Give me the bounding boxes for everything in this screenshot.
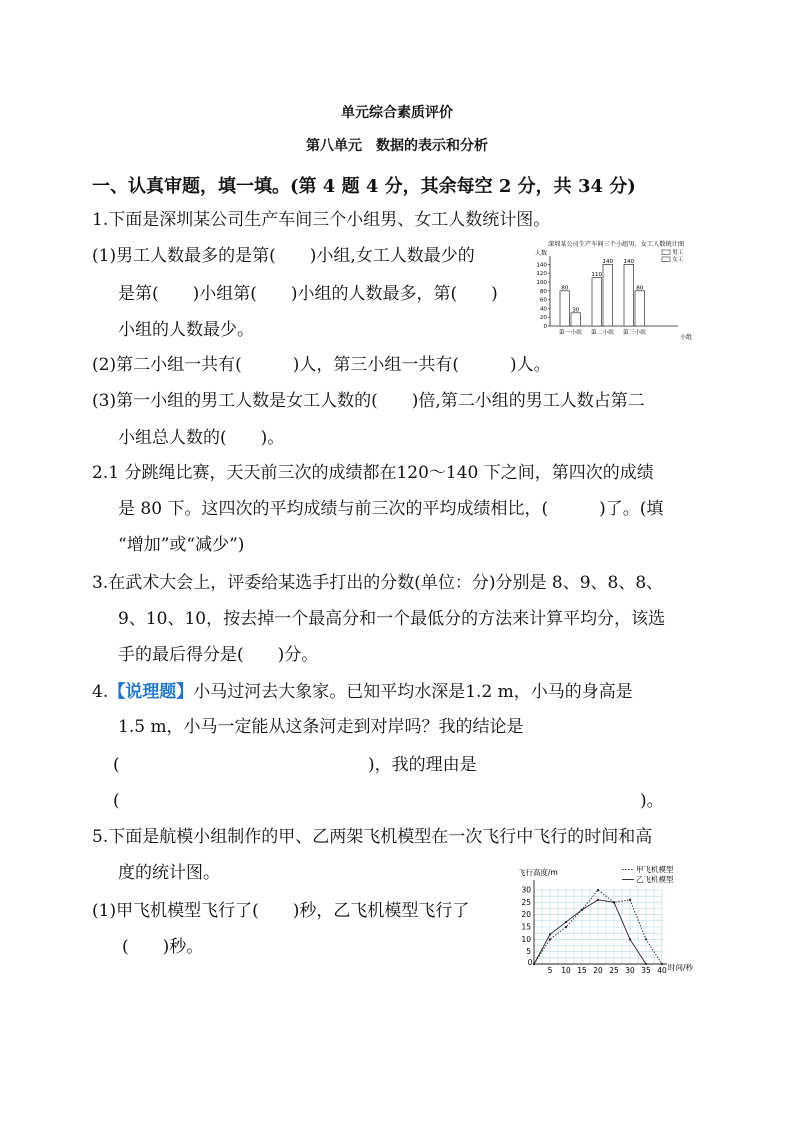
bar-chart — [526, 236, 702, 342]
series-point — [581, 909, 583, 911]
bar-male — [560, 291, 570, 326]
line-ytick-label: 15 — [521, 922, 531, 932]
series-point — [565, 921, 567, 923]
line-xtick-label: 35 — [641, 966, 651, 974]
line-legend-label: 乙飞机模型 — [636, 875, 674, 884]
q4-line1-text: 小马过河去大象家。已知平均水深是1.2 m，小马的身高是 — [193, 682, 633, 702]
q3-line2: 9、10、10，按去掉一个最高分和一个最低分的方法来计算平均分，该选 — [118, 609, 666, 629]
line-xtick-label: 5 — [547, 966, 553, 974]
series-point — [661, 963, 663, 965]
bar-chart-xlabel: 小组 — [680, 334, 693, 341]
bar-value-label: 140 — [623, 258, 635, 265]
line-legend-label: 甲飞机模型 — [636, 865, 674, 874]
q1-part2: (2)第二小组一共有( )人，第三小组一共有( )人。 — [92, 355, 551, 375]
q2-line2: 是 80 下。这四次的平均成绩与前三次的平均成绩相比，( )了。(填 — [118, 499, 664, 519]
section-heading: 一、认真审题，填一填。(第 4 题 4 分，其余每空 2 分，共 34 分) — [92, 176, 636, 197]
q1-part1-line1: (1)男工人数最多的是第( )小组,女工人数最少的 — [92, 246, 475, 266]
q3-line3: 手的最后得分是( )分。 — [118, 645, 319, 665]
bar-chart-ylabel: 人数 — [534, 250, 548, 257]
q3-line1: 3.在武术大会上，评委给某选手打出的分数(单位：分)分别是 8、9、8、8、 — [92, 573, 664, 593]
line-chart — [512, 862, 708, 974]
q4-open-paren-2: ( — [113, 791, 120, 811]
q5-line2: 度的统计图。 — [118, 863, 220, 883]
bar-male — [592, 278, 602, 326]
q2-line1: 2.1 分跳绳比赛，天天前三次的成绩都在120～140 下之间，第四次的成绩 — [92, 463, 654, 483]
q5-line1: 5.下面是航模小组制作的甲、乙两架飞机模型在一次飞行中飞行的时间和高 — [92, 827, 653, 847]
bar-ytick-label: 40 — [539, 306, 547, 313]
line-xtick-label: 25 — [609, 966, 619, 974]
series-point — [597, 899, 599, 901]
q1-part3-line1: (3)第一小组的男工人数是女工人数的( )倍,第二小组的男工人数占第二 — [92, 391, 645, 411]
bar-ytick-label: 100 — [536, 280, 547, 286]
q4-tag: 【说理题】 — [108, 682, 194, 702]
bar-ytick-label: 60 — [539, 297, 547, 304]
q1-part1-line3: 小组的人数最少。 — [118, 320, 254, 340]
bar-female — [603, 264, 613, 326]
line-xtick-label: 30 — [625, 966, 635, 974]
series-point — [597, 889, 599, 891]
series-point — [645, 963, 647, 965]
series-point — [629, 899, 631, 901]
line-ytick-label: 20 — [521, 910, 531, 920]
q5-part1-line1: (1)甲飞机模型飞行了( )秒，乙飞机模型飞行了 — [92, 901, 470, 921]
line-xtick-label: 0 — [527, 958, 533, 967]
line-xtick-label: 20 — [593, 966, 603, 974]
bar-value-label: 80 — [561, 285, 569, 292]
q4-line2: 1.5 m，小马一定能从这条河走到对岸吗？我的结论是 — [118, 717, 524, 737]
bar-legend-label: 男工 — [672, 250, 684, 256]
bar-value-label: 110 — [591, 272, 603, 279]
page-subtitle: 第八单元 数据的表示和分析 — [306, 138, 488, 154]
page-title: 单元综合素质评价 — [341, 105, 453, 121]
bar-value-label: 80 — [636, 285, 644, 292]
bar-ytick-label: 120 — [536, 271, 547, 278]
bar-legend-label: 女工 — [672, 257, 684, 263]
series-point — [549, 938, 551, 940]
q4-open-paren-1: ( — [113, 755, 120, 775]
line-ytick-label: 30 — [521, 885, 531, 895]
bar-category-label: 第三小组 — [622, 330, 647, 336]
series-point — [629, 938, 631, 940]
bar-ytick-label: 20 — [539, 315, 547, 322]
bar-value-label: 30 — [572, 307, 580, 314]
q4-reason-close: )。 — [640, 791, 664, 811]
line-xtick-label: 10 — [561, 966, 571, 974]
bar-category-label: 第二小组 — [590, 330, 615, 336]
line-ytick-label: 5 — [526, 947, 531, 957]
bar-value-label: 140 — [602, 258, 614, 265]
line-ytick-label: 25 — [521, 897, 531, 907]
bar-ytick-label: 0 — [543, 324, 547, 330]
line-ytick-label: 10 — [521, 934, 531, 944]
series-point — [645, 938, 647, 940]
q4-line1 — [92, 681, 633, 703]
q5-part1-line2: ( )秒。 — [122, 937, 204, 957]
series-point — [533, 963, 535, 965]
q1-part3-line2: 小组总人数的( )。 — [118, 428, 285, 448]
series-point — [565, 926, 567, 928]
q4-conclusion-close: )，我的理由是 — [368, 755, 477, 775]
bar-legend-swatch — [662, 250, 670, 255]
line-chart-xlabel: 时间/秒 — [668, 963, 694, 972]
line-chart-ylabel: 飞行高度/m — [518, 868, 558, 877]
bar-female — [635, 291, 645, 326]
line-xtick-label: 40 — [657, 966, 667, 974]
bar-ytick-label: 140 — [536, 262, 547, 269]
series-point — [613, 901, 615, 903]
bar-female — [571, 313, 581, 326]
series-point — [549, 933, 551, 935]
q2-line3: “增加”或“减少”) — [118, 535, 245, 555]
q1-stem: 1.下面是深圳某公司生产车间三个小组男、女工人数统计图。 — [92, 210, 551, 230]
q4-number: 4. — [92, 682, 109, 702]
q1-part1-line2: 是第( )小组第( )小组的人数最多，第( ) — [118, 284, 498, 304]
bar-chart-title: 深圳某公司生产车间三个小组男、女工人数统计图 — [547, 241, 685, 248]
line-xtick-label: 15 — [577, 966, 587, 974]
bar-category-label: 第一小组 — [558, 330, 583, 336]
bar-ytick-label: 80 — [539, 288, 547, 295]
bar-male — [624, 264, 634, 326]
bar-legend-swatch — [662, 257, 670, 262]
